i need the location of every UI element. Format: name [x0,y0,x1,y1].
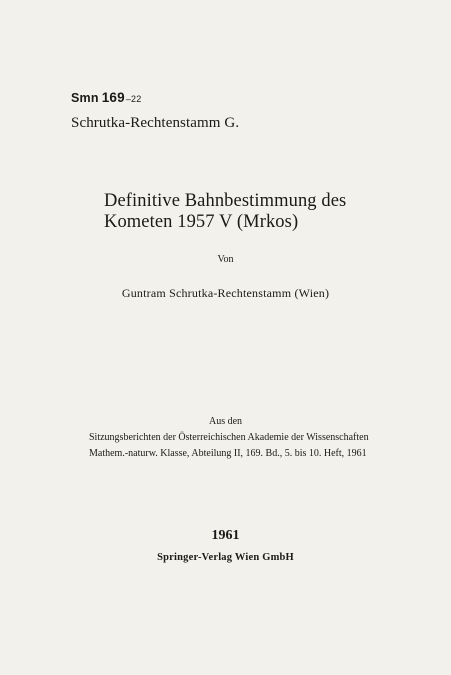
source-line-3: Mathem.-naturw. Klasse, Abteilung II, 169. Bd., 5. bis 10. Heft, 1961 [89,448,367,459]
source-line-2: Sitzungsberichten der Österreichischen Akademie der Wissenschaften [89,432,369,443]
author-heading: Schrutka-Rechtenstamm G. [71,115,240,131]
shelfmark-prefix: Smn [71,91,99,105]
source-note [0,414,451,462]
shelfmark-number: 169 [101,90,125,105]
author-name: Guntram Schrutka-Rechtenstamm (Wien) [121,286,330,300]
document-title [104,191,346,233]
source-line-1: Aus den [208,416,243,427]
von-label: Von [217,254,234,265]
title-line-2: Kometen 1957 V (Mrkos) [104,212,299,232]
publication-year: 1961 [211,528,240,543]
title-line-1: Definitive Bahnbestimmung des [104,191,347,211]
shelfmark [71,90,141,105]
publisher: Springer-Verlag Wien GmbH [157,552,294,563]
shelfmark-sub: –22 [125,94,142,104]
